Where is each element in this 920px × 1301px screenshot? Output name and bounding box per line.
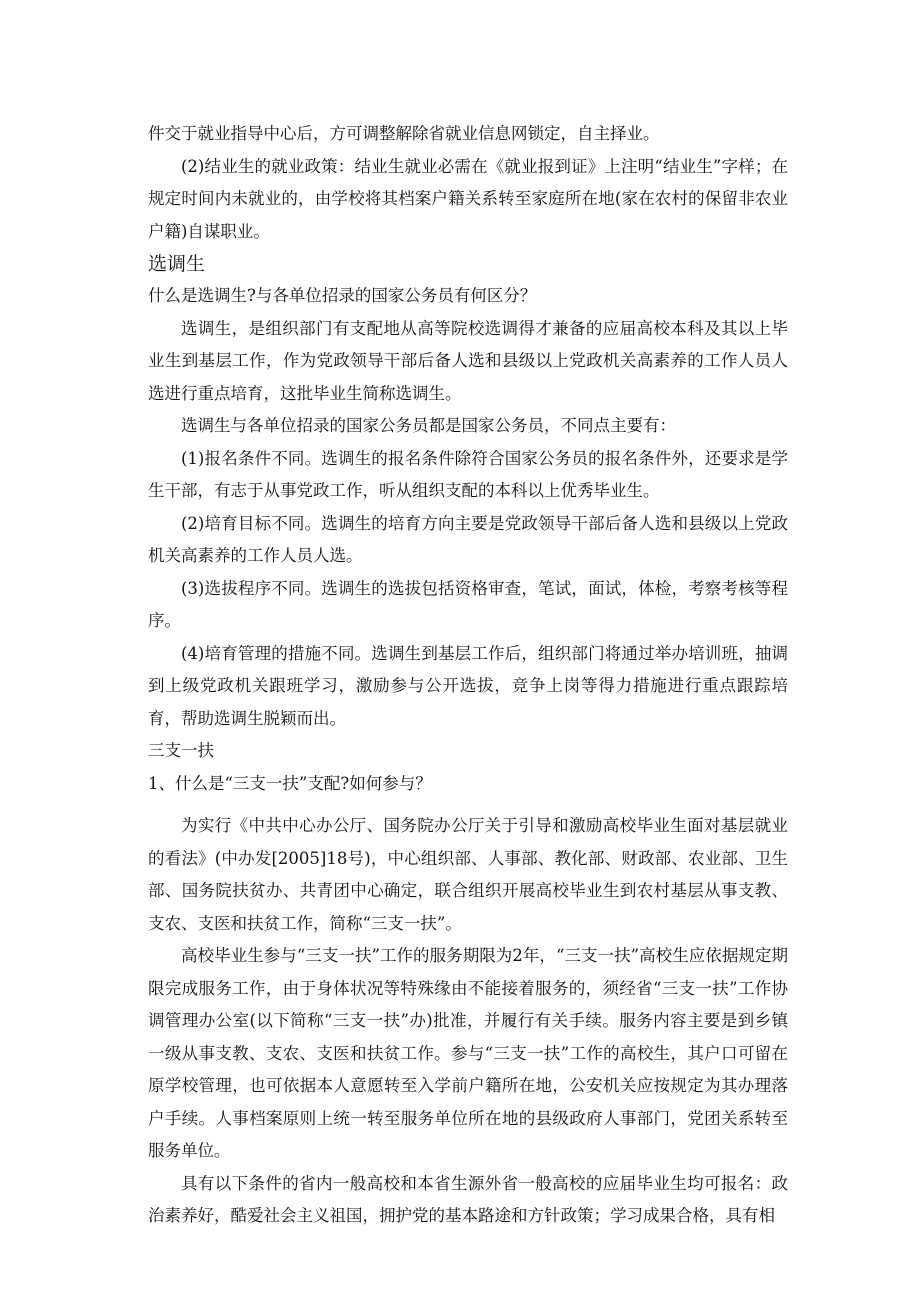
paragraph-definition: 选调生，是组织部门有支配地从高等院校选调得才兼备的应届高校本科及其以上毕业生到基层工作，作为党政领导干部后备人选和县级以上党政机关高素养的工作人员人选进行重点培育，这批毕业生简称选调生。 — [148, 318, 788, 403]
question-xuandiaosheng: 什么是选调生?与各单位招录的国家公务员有何区分？ — [148, 286, 537, 305]
document-body — [148, 118, 788, 1233]
paragraph-difference-1: (1)报名条件不同。选调生的报名条件除符合国家公务员的报名条件外，还要求是学生干部，有志于从事党政工作，听从组织支配的本科以上优秀毕业生。 — [148, 448, 788, 500]
paragraph-differences-intro: 选调生与各单位招录的国家公务员都是国家公务员，不同点主要有： — [181, 416, 676, 435]
paragraph-graduate-policy: (2)结业生的就业政策：结业生就业必需在《就业报到证》上注明“结业生”字样；在规定时间内未就业的，由学校将其档案户籍关系转至家庭所在地(家在农村的保留非农业户籍)自谋职业。 — [148, 156, 788, 241]
paragraph-service-period: 高校毕业生参与“三支一扶”工作的服务期限为2年，“三支一扶”高校生应依据规定期限完成服务工作，由于身体状况等特殊缘由不能接着服务的，须经省“三支一扶”工作协调管理办公室(以下简称“三支一扶”办)批准，并履行有关手续。服务内容主要是到乡镇一级从事支教、支农、支医和扶贫工作。参与“三支一扶”工作的高校生，其户口可留在原学校管理，也可依据本人意愿转至入学前户籍所在地，公安机关应按规定为其办理落户手续。人事档案原则上统一转至服务单位所在地的县级政府人事部门，党团关系转至服务单位。 — [148, 946, 788, 1160]
question-sanzhiyifu: 1、什么是“三支一扶”支配?如何参与？ — [148, 773, 432, 793]
section-heading-xuandiaosheng: 选调生 — [148, 253, 206, 275]
paragraph-eligibility: 具有以下条件的省内一般高校和本省生源外省一般高校的应届毕业生均可报名：政治素养好，酷爱社会主义祖国，拥护党的基本路途和方针政策；学习成果合格，具有相 — [148, 1173, 788, 1225]
paragraph-difference-4: (4)培育管理的措施不同。选调生到基层工作后，组织部门将通过举办培训班，抽调到上级党政机关跟班学习，激励参与公开选拔，竞争上岗等得力措施进行重点跟踪培育，帮助选调生脱颖而出。 — [148, 643, 788, 728]
paragraph-difference-3: (3)选拔程序不同。选调生的选拔包括资格审查，笔试，面试，体检，考察考核等程序。 — [148, 578, 788, 630]
paragraph-continuation: 件交于就业指导中心后，方可调整解除省就业信息网锁定，自主择业。 — [148, 124, 660, 143]
section-heading-sanzhiyifu: 三支一扶 — [148, 741, 214, 760]
paragraph-sanzhiyifu-intro: 为实行《中共中心办公厅、国务院办公厅关于引导和激励高校毕业生面对基层就业的看法》(中办发[2005]18号)，中心组织部、人事部、教化部、财政部、农业部、卫生部、国务院扶贫办、共青团中心确定，联合组织开展高校毕业生到农村基层从事支教、支农、支医和扶贫工作，简称“三支一扶”。 — [148, 816, 788, 933]
paragraph-difference-2: (2)培育目标不同。选调生的培育方向主要是党政领导干部后备人选和县级以上党政机关高素养的工作人员人选。 — [148, 513, 788, 565]
